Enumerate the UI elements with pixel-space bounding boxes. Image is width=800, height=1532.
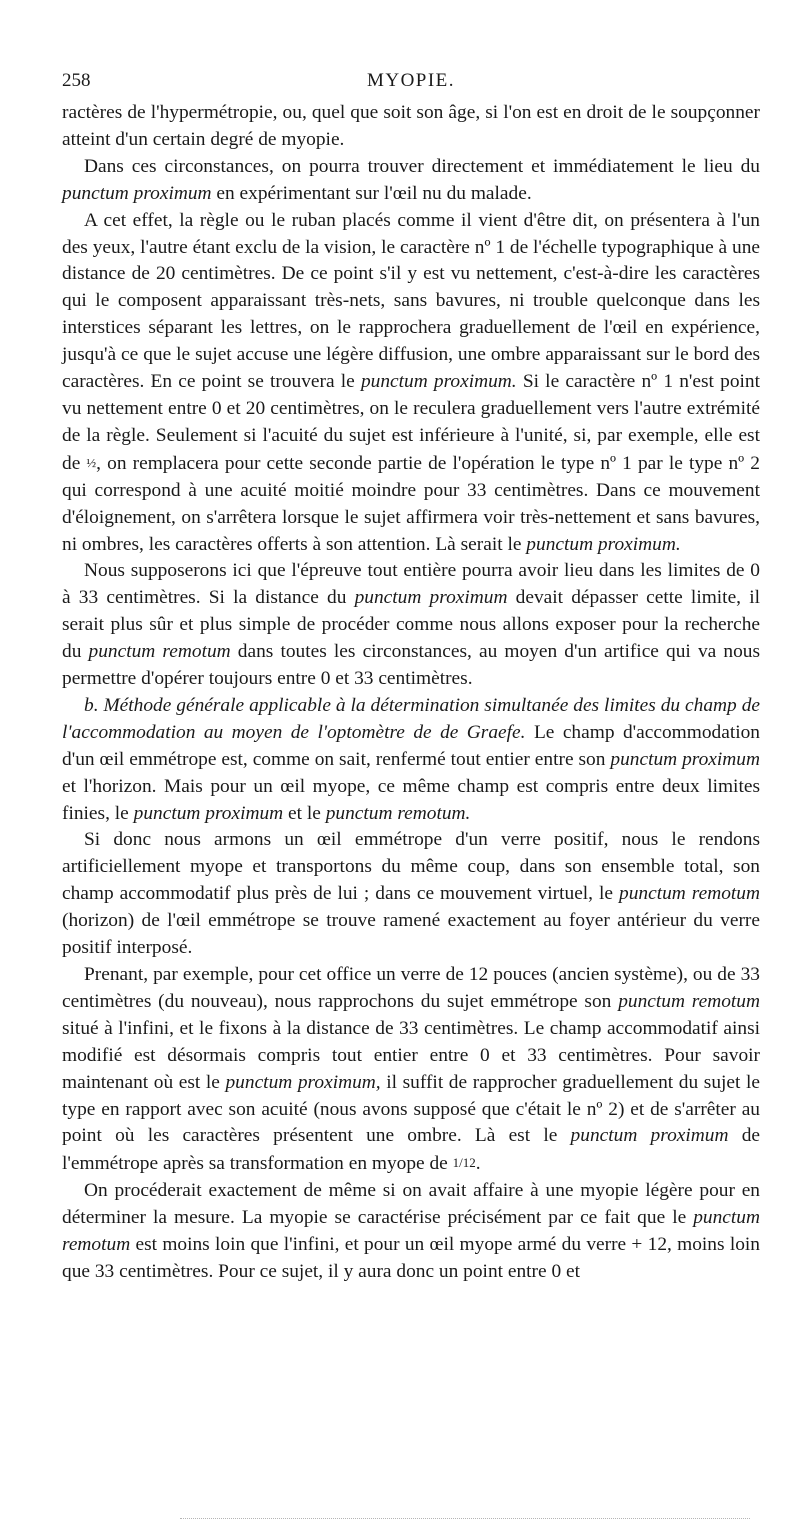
text-run: il suffit de rapprocher graduellement du sujet le type en rapport avec son acuité (nous avons supposé que c'était le nº 2) et de s'arrêter au point où les caractères présentent une ombre. Là est le	[62, 1071, 761, 1147]
italic-term: punctum remotum.	[325, 802, 471, 824]
italic-term: punctum proximum	[62, 182, 212, 204]
italic-term: punctum remotum	[618, 990, 760, 1012]
italic-term: punctum proximum.	[360, 371, 517, 393]
italic-term: punctum proximum.	[526, 533, 681, 555]
paragraph	[62, 1178, 760, 1286]
paragraph	[62, 962, 760, 1178]
text-run: Le champ d'accommodation d'un œil emmétrope est, comme on sait, renfermé tout entier entre son	[62, 721, 760, 770]
italic-term: punctum proximum	[570, 1125, 729, 1147]
text-run: (horizon) de l'œil emmétrope se trouve ramené exactement au foyer antérieur du verre positif interposé.	[62, 910, 760, 959]
text-run: est moins loin que l'infini, et pour un œil myope armé du verre + 12, moins loin que 33 centimètres. Pour ce sujet, il y aura donc un point entre 0 et	[62, 1234, 760, 1282]
text-run: Nous supposerons ici que l'épreuve tout entière pourra avoir lieu dans les limites de 0 à 33 centimètres. Si la distance du	[62, 560, 760, 609]
paragraph	[62, 827, 760, 962]
book-page	[62, 70, 760, 1286]
text-run: Prenant, par exemple, pour cet office un verre de 12 pouces (ancien système), ou de 33 centimètres (du nouveau), nous rapprochons du sujet emmétrope son	[62, 964, 760, 1012]
paragraph	[62, 208, 760, 559]
running-title: MYOPIE.	[366, 70, 456, 91]
text-run: .	[475, 1153, 481, 1175]
italic-term: punctum proximum	[133, 802, 284, 824]
text-run: de l'emmétrope après sa transformation en myope de	[62, 1125, 760, 1175]
italic-term: punctum proximum	[610, 748, 760, 770]
text-run: A cet effet, la règle ou le ruban placés comme il vient d'être dit, on présentera à l'un des yeux, l'autre étant exclu de la vision, le caractère nº 1 de l'échelle typographique à une distance de 20 centimètres. De ce point s'il y est vu nettement, c'est-à-dire les caractères qui le composent apparaissant très-nets, sans bavures, ni trouble quelconque dans les interstices séparant les lettres, on le rapprochera graduellement de l'œil en expérience, jusqu'à ce que le sujet accuse une légère diffusion, une ombre apparaissant sur le bord des caractères. En ce point se trouvera le	[62, 209, 760, 393]
page-header	[62, 70, 760, 100]
italic-term: punctum remotum	[88, 641, 231, 663]
text-run: dans toutes les circonstances, au moyen d'un artifice qui va nous permettre d'opérer toujours entre 0 et 33 centimètres.	[62, 641, 761, 690]
italic-term: punctum proximum,	[225, 1071, 381, 1093]
italic-term: punctum remotum	[62, 1207, 760, 1256]
page-number: 258	[62, 70, 91, 91]
paragraph	[62, 154, 760, 208]
text-run: Si donc nous armons un œil emmétrope d'un verre positif, nous le rendons artificiellement myope et transportons du même coup, dans son ensemble total, son champ accommodatif plus près de lui ; dans ce mouvement virtuel, le	[62, 829, 760, 905]
text-run: Si le caractère nº 1 n'est point vu nettement entre 0 et 20 centimètres, on le reculera graduellement vers l'autre extrémité de la règle. Seulement si l'acuité du sujet est inférieure à l'unité, si, par exemple, elle est de	[62, 371, 760, 474]
text-run: et l'horizon. Mais pour un œil myope, ce même champ est compris entre deux limites finies, le	[62, 775, 760, 824]
text-run: devait dépasser cette limite, il serait plus sûr et plus simple de procéder comme nous allons exposer pour la recherche du	[62, 587, 760, 663]
section-heading: b. Méthode générale applicable à la détermination simultanée des limites du champ de l'accommodation au moyen de l'optomètre de de Graefe.	[62, 694, 760, 743]
italic-term: punctum proximum	[354, 587, 508, 609]
paragraph	[62, 100, 760, 154]
text-run: en expérimentant sur l'œil nu du malade.	[211, 182, 532, 204]
italic-term: punctum remotum	[619, 883, 760, 905]
text-run: Dans ces circonstances, on pourra trouver directement et immédiatement le lieu du	[84, 155, 760, 177]
paragraph	[62, 693, 760, 828]
text-run: , on remplacera pour cette seconde partie de l'opération le type nº 1 par le type nº 2 qui correspond à une acuité moitié moindre pour 33 centimètres. Dans ce mouvement d'éloignement, on s'arrêtera lorsque le sujet affirmera voir très-nettement et sans bavures, ni ombres, les caractères offerts à son attention. Là serait le	[62, 452, 760, 555]
footer-rule	[180, 1518, 750, 1519]
fraction: 1/12	[452, 1155, 476, 1171]
fraction: ½	[86, 454, 97, 470]
text-run: ractères de l'hypermétropie, ou, quel que soit son âge, si l'on est en droit de le soupçonner atteint d'un certain degré de myopie.	[62, 102, 760, 150]
paragraph	[62, 558, 760, 693]
text-run: On procéderait exactement de même si on avait affaire à une myopie légère pour en déterminer la mesure. La myopie se caractérise précisément par ce fait que le	[62, 1180, 760, 1229]
text-run: situé à l'infini, et le fixons à la distance de 33 centimètres. Le champ accommodatif ainsi modifié est désormais compris tout entier entre 0 et 33 centimètres. Pour savoir maintenant où est le	[62, 1017, 760, 1093]
text-run: et le	[283, 802, 326, 824]
